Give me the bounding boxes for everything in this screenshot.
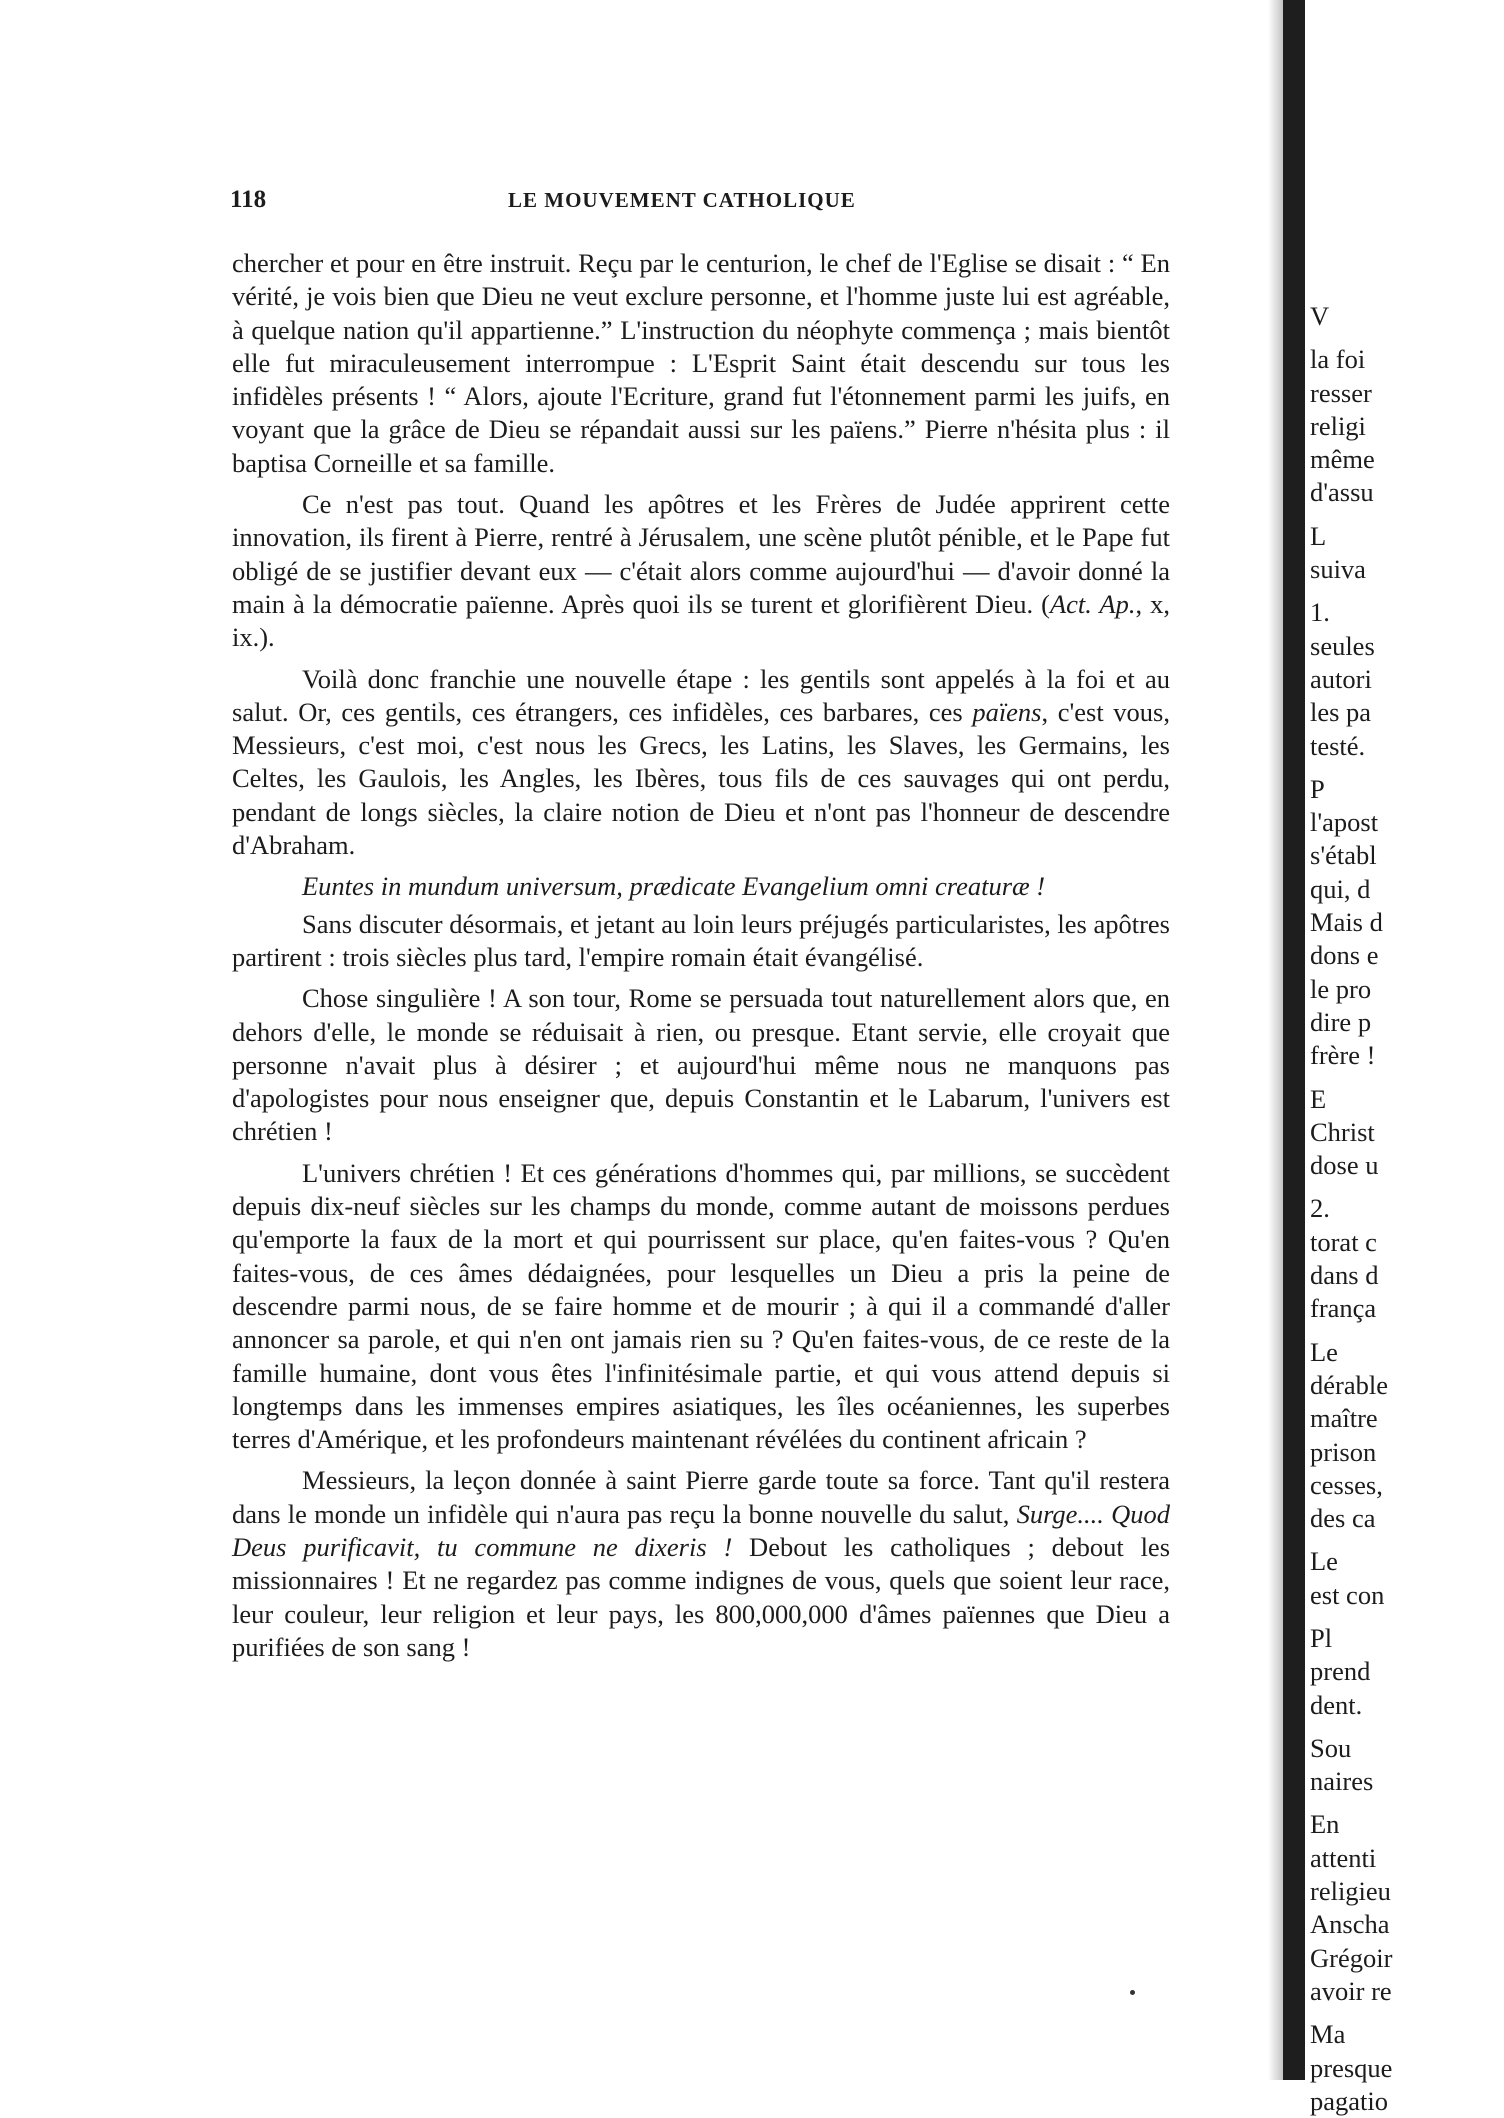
right-page-line: prison <box>1310 1436 1377 1467</box>
paragraph <box>232 1464 1170 1664</box>
right-page-line: s'établ <box>1310 840 1377 871</box>
text-run: , x, ix.). <box>232 588 1170 653</box>
right-page-line: presque <box>1310 2052 1393 2083</box>
right-page-line: 1. <box>1310 597 1330 628</box>
right-page-line: Ma <box>1310 2019 1346 2050</box>
paragraph <box>232 982 1170 1148</box>
right-page-line: d'assu <box>1310 477 1374 508</box>
paragraph <box>232 1157 1170 1457</box>
text-run: Ce n'est pas tout. Quand les apôtres et les Frères de Judée apprirent cette innovation, ils firent à Pierre, rentré à Jérusalem, une scène plutôt pénible, et le Pape fut obligé de se justifier devant eux — c'était alors comme aujourd'hui — d'avoir donné la main à la démocratie païenne. Après quoi ils se turent et glorifièrent Dieu. ( <box>232 489 1170 619</box>
right-page-line: suiva <box>1310 554 1366 585</box>
right-page-line: Anscha <box>1310 1909 1390 1940</box>
right-page-line: frança <box>1310 1293 1377 1324</box>
right-page-line: le pro <box>1310 973 1372 1004</box>
right-page-line: même <box>1310 444 1375 475</box>
body-text <box>232 247 1170 1672</box>
right-page-line: l'apost <box>1310 807 1379 838</box>
right-page-line: torat c <box>1310 1226 1377 1257</box>
right-page-line: testé. <box>1310 730 1366 761</box>
right-page-line: des ca <box>1310 1503 1376 1534</box>
paragraph-gap <box>1310 1326 1500 1336</box>
paragraph <box>232 663 1170 863</box>
right-page <box>1305 0 1504 2116</box>
paragraph-gap <box>1310 1535 1500 1545</box>
italic-text: Act. Ap. <box>1049 588 1136 619</box>
paragraph-gap <box>1310 586 1500 596</box>
right-page-line: Pl <box>1310 1622 1333 1653</box>
text-run: , c'est vous, Messieurs, c'est moi, c'est nous les Grecs, les Latins, les Slaves, les Germains, les Celtes, les Gaulois, les Angles, les Ibères, tous fils de ces sauvages qui ont perdu, pendant de longs siècles, la claire notion de Dieu et n'ont pas l'honneur de descendre d'Abraham. <box>232 696 1170 861</box>
right-page-line: dent. <box>1310 1689 1363 1720</box>
page-number: 118 <box>230 186 267 213</box>
right-page-line: attenti <box>1310 1842 1377 1873</box>
text-run: Debout les catholiques ; debout les missionnaires ! Et ne regardez pas comme indignes de vous, quels que soient leur race, leur couleur, leur religion et leur pays, les 800,000,000 d'âmes païennes que Dieu a purifiées de son sang ! <box>232 1531 1171 1662</box>
right-page-line: religieu <box>1310 1876 1391 1907</box>
right-page-fragments <box>1310 300 1500 2118</box>
paragraph-gap <box>1310 510 1500 520</box>
paragraph <box>232 247 1170 480</box>
right-page-line: avoir re <box>1310 1975 1392 2006</box>
right-page-line: P <box>1310 773 1325 804</box>
right-page-line: dons e <box>1310 940 1379 971</box>
right-page-line: prend <box>1310 1656 1371 1687</box>
right-page-line: les pa <box>1310 697 1372 728</box>
paragraph <box>232 908 1170 975</box>
right-page-line: 2. <box>1310 1193 1330 1224</box>
right-page-line: Sou <box>1310 1732 1352 1763</box>
right-page-line: naires <box>1310 1766 1374 1797</box>
printer-mark <box>1130 1990 1135 1995</box>
text-run: chercher et pour en être instruit. Reçu par le centurion, le chef de l'Eglise se disait : “ En vérité, je vois bien que Dieu ne veut exclure personne, et l'homme juste lui est agréable, à quelque nation qu'il appartienne.” L'instruction du néophyte commença ; mais bientôt elle fut miraculeusement interrompue : L'Esprit Saint était descendu sur tous les infidèles présents ! “ Alors, ajoute l'Ecriture, grand fut l'étonnement parmi les juifs, en voyant que la grâce de Dieu se répandait aussi sur les païens.” Pierre n'hésita plus : il baptisa Corneille et sa famille. <box>232 248 1170 478</box>
right-page-line: seules <box>1310 630 1375 661</box>
right-page-line: V <box>1310 301 1330 331</box>
paragraph-gap <box>1310 763 1500 773</box>
paragraph-gap <box>1310 1073 1500 1083</box>
paragraph-gap <box>1310 2008 1500 2018</box>
text-run: Messieurs, la leçon donnée à saint Pierre garde toute sa force. Tant qu'il restera dans le monde un infidèle qui n'aura pas reçu la bonne nouvelle du salut, <box>232 1465 1170 1529</box>
right-page-line: dire p <box>1310 1006 1372 1037</box>
paragraph-gap <box>1310 1722 1500 1732</box>
text-run: L'univers chrétien ! Et ces générations d'hommes qui, par millions, se succèdent depuis dix-neuf siècles sur les champs du monde, comme autant de moissons perdues qu'emporte la faux de la mort et qui pourrissent sur place, qu'en faites-vous ? Qu'en faites-vous, de ces âmes dédaignées, pour lesquelles un Dieu a pris la peine de descendre parmi nous, de se faire homme et de mourir ; à qui il a commandé d'aller annoncer sa parole, et qui n'en ont jamais rien su ? Qu'en faites-vous, de ce reste de la famille humaine, dont vous êtes l'infinitésimale partie, et qui vous attend depuis si longtemps dans les immenses empires asiatiques, les îles océaniennes, les superbes terres d'Amérique, et les profondeurs maintenant révélées du continent africain ? <box>232 1157 1170 1455</box>
right-page-line: cesses, <box>1310 1469 1383 1500</box>
right-page-line: E <box>1310 1083 1327 1114</box>
right-page-line: dérable <box>1310 1369 1388 1400</box>
italic-text: Euntes in mundum universum, prædicate Evangelium omni creaturæ ! <box>302 871 1046 902</box>
right-page-line: Le <box>1310 1336 1338 1367</box>
right-page-line: religi <box>1310 410 1366 441</box>
right-page-line: autori <box>1310 663 1372 694</box>
right-page-line: dose u <box>1310 1150 1379 1181</box>
right-page-line: est con <box>1310 1579 1385 1610</box>
right-page-line: la foi <box>1310 344 1366 375</box>
right-page-line: Le <box>1310 1546 1338 1577</box>
gutter-shadow <box>1268 0 1284 2080</box>
paragraph-gap <box>1310 1612 1500 1622</box>
italic-text: Surge.... Quod Deus purificavit, tu commune ne dixeris ! <box>232 1498 1170 1562</box>
paragraph <box>232 488 1170 654</box>
right-page-line: Grégoir <box>1310 1942 1393 1973</box>
right-page-line: Christ <box>1310 1116 1375 1147</box>
right-page-line: Mais d <box>1310 907 1383 938</box>
right-page-line: L <box>1310 520 1327 551</box>
paragraph-gap <box>1310 333 1500 343</box>
right-page-line: qui, d <box>1310 873 1371 904</box>
right-page-line: pagatio <box>1310 2085 1388 2116</box>
latin-quotation <box>232 870 1170 903</box>
italic-text: païens <box>972 696 1042 727</box>
right-page-line: maître <box>1310 1403 1378 1434</box>
page-header-title: LE MOUVEMENT CATHOLIQUE <box>508 188 856 212</box>
right-page-line: resser <box>1310 377 1372 408</box>
right-page-line: frère ! <box>1310 1040 1376 1071</box>
running-head <box>230 186 910 216</box>
text-run: Sans discuter désormais, et jetant au loin leurs préjugés particularistes, les apôtres partirent : trois siècles plus tard, l'empire romain était évangélisé. <box>232 908 1170 972</box>
book-gutter <box>1283 0 1305 2080</box>
text-run: Chose singulière ! A son tour, Rome se persuada tout naturellement alors que, en dehors d'elle, le monde se réduisait à rien, ou presque. Etant servie, elle croyait que personne n'avait plus à désirer ; et aujourd'hui même nous ne manquons pas d'apologistes pour nous enseigner que, depuis Constantin et le Labarum, l'univers est chrétien ! <box>232 983 1170 1147</box>
paragraph-gap <box>1310 1798 1500 1808</box>
right-page-line: En <box>1310 1809 1340 1840</box>
paragraph-gap <box>1310 1182 1500 1192</box>
right-page-line: dans d <box>1310 1260 1379 1291</box>
text-run: Voilà donc franchie une nouvelle étape : les gentils sont appelés à la foi et au salut. Or, ces gentils, ces étrangers, ces infidèles, ces barbares, ces <box>232 663 1170 727</box>
